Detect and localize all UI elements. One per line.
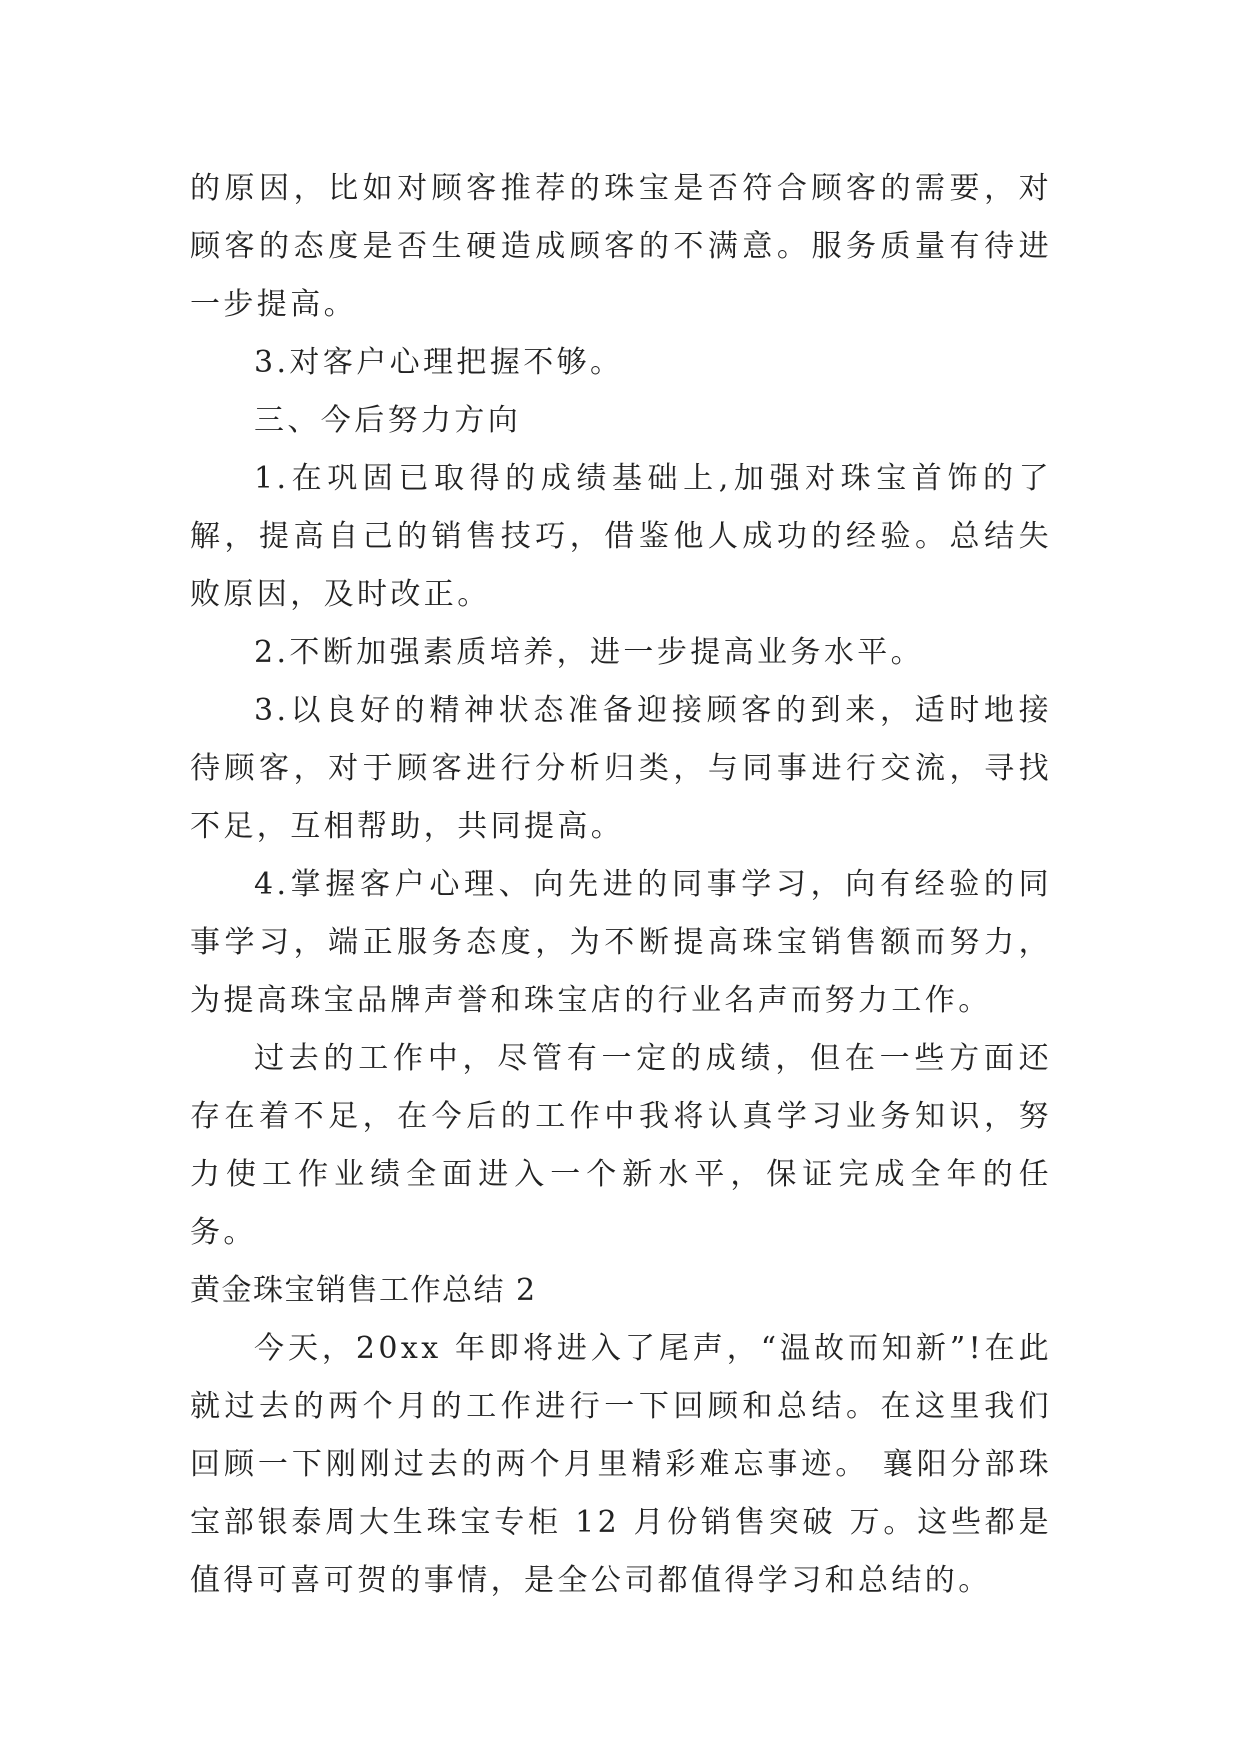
paragraph-direction-1: 1.在巩固已取得的成绩基础上,加强对珠宝首饰的了解，提高自己的销售技巧，借鉴他人成功的经验。总结失败原因，及时改正。 [190, 461, 1052, 612]
paragraph-point-3: 3.对客户心理把握不够。 [254, 345, 624, 380]
paragraph-direction-3: 3.以良好的精神状态准备迎接顾客的到来，适时地接待顾客，对于顾客进行分析归类，与同事进行交流，寻找不足，互相帮助，共同提高。 [190, 693, 1052, 844]
paragraph-summary-2-intro: 今天，20xx 年即将进入了尾声，“温故而知新”!在此就过去的两个月的工作进行一下回顾和总结。在这里我们回顾一下刚刚过去的两个月里精彩难忘事迹。 襄阳分部珠宝部银泰周大生珠宝专柜 12 月份销售突破 万。这些都是值得可喜可贺的事情，是全公司都值得学习和总结的。 [190, 1331, 1052, 1598]
paragraph-service-quality: 的原因，比如对顾客推荐的珠宝是否符合顾客的需要，对顾客的态度是否生硬造成顾客的不满意。服务质量有待进一步提高。 [190, 171, 1052, 322]
document-body [190, 160, 1052, 1610]
paragraph-direction-4: 4.掌握客户心理、向先进的同事学习，向有经验的同事学习，端正服务态度，为不断提高珠宝销售额而努力，为提高珠宝品牌声誉和珠宝店的行业名声而努力工作。 [190, 867, 1052, 1018]
paragraph-conclusion: 过去的工作中，尽管有一定的成绩，但在一些方面还存在着不足，在今后的工作中我将认真学习业务知识，努力使工作业绩全面进入一个新水平，保证完成全年的任务。 [190, 1041, 1052, 1250]
section-title: 黄金珠宝销售工作总结 2 [190, 1273, 537, 1308]
section-heading-future-direction: 三、今后努力方向 [254, 403, 522, 438]
paragraph-direction-2: 2.不断加强素质培养，进一步提高业务水平。 [254, 635, 925, 670]
